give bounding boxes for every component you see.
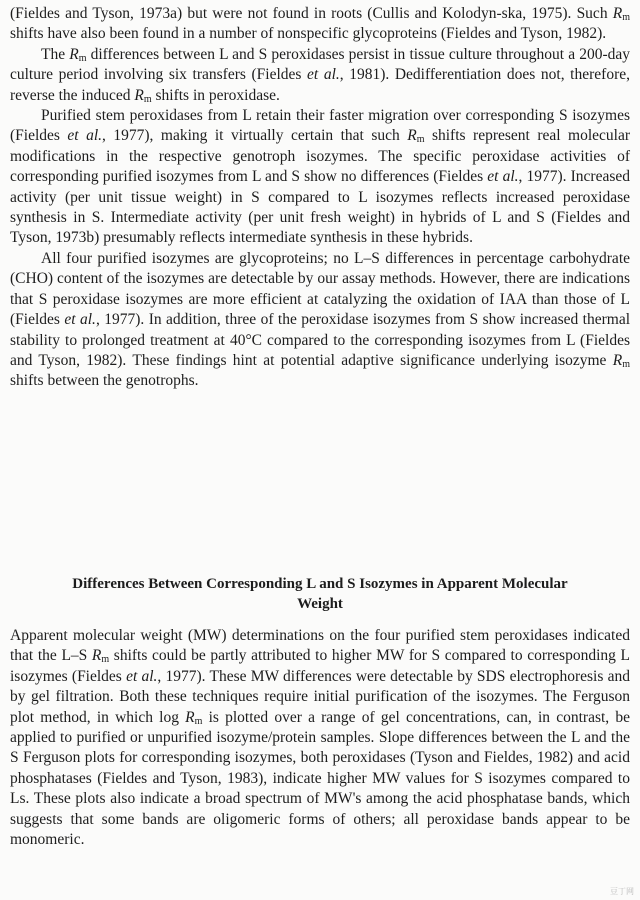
paragraph: Apparent molecular weight (MW) determinations on the four purified stem peroxidases indicated that the L–S $R_m$ shifts could be partly attributed to higher MW for S compared to corresponding L isozymes (Fieldes et al., 1977). These MW differences were detectable by SDS electrophoresis and by gel filtration. Both these techniques require initial purification of the isozymes. The Ferguson plot method, in which $\log R_m$ is plotted over a range of gel concentrations, can, in contrast, be applied to purified or unpurified isozyme/protein samples. Slope differences between the L and the S Ferguson plots for corresponding isozymes, both peroxidases (Tyson and Fieldes, 1982) and acid phosphatases (Fieldes and Tyson, 1983), indicate higher MW values for S isozymes compared to Ls. These plots also indicate a broad spectrum of MW's among the acid phosphatase bands, which suggests that some bands are oligomeric forms of others; all peroxidase bands appear to be monomeric.: [10, 627, 630, 849]
section-heading: Differences Between Corresponding L and S Isozymes in Apparent Molecular Weight: [72, 576, 568, 612]
body-text-upper: [10, 4, 630, 392]
paragraph: Purified stem peroxidases from L retain their faster migration over corresponding S isozymes (Fieldes et al., 1977), making it virtually certain that such $R_m$ shifts represent real molecular modifications in the respective genotroph isozymes. The specific peroxidase activities of corresponding purified isozymes from L and S show no differences (Fieldes et al., 1977). Increased activity (per unit tissue weight) in S compared to L isozymes reflects increased peroxidase synthesis in S. Intermediate activity (per unit fresh weight) in hybrids of L and S (Fieldes and Tyson, 1973b) presumably reflects intermediate synthesis in these hybrids.: [10, 107, 630, 247]
paragraph: All four purified isozymes are glycoproteins; no L–S differences in percentage carbohydrate (CHO) content of the isozymes are detectable by our assay methods. However, there are indications that S peroxidase isozymes are more efficient at catalyzing the oxidation of IAA than those of L (Fieldes et al., 1977). In addition, three of the peroxidase isozymes from S show increased thermal stability to prolonged treatment at 40°C compared to the corresponding isozymes from L (Fieldes and Tyson, 1982). These findings hint at potential adaptive significance underlying isozyme $R_m$ shifts between the genotrophs.: [10, 249, 631, 390]
paragraph: (Fieldes and Tyson, 1973a) but were not found in roots (Cullis and Kolodyn-ska, 1975). Such $R_m$ shifts have also been found in a number of nonspecific glycoproteins (Fieldes and Tyson, 1982).: [10, 5, 630, 43]
watermark: 豆丁网: [610, 887, 634, 896]
body-text-lower: [10, 626, 630, 850]
paragraph: The $R_m$ differences between L and S peroxidases persist in tissue culture throughout a 200-day culture period involving six transfers (Fieldes et al., 1981). Dedifferentiation does not, therefore, reverse the induced $R_m$ shifts in peroxidase.: [10, 45, 630, 105]
